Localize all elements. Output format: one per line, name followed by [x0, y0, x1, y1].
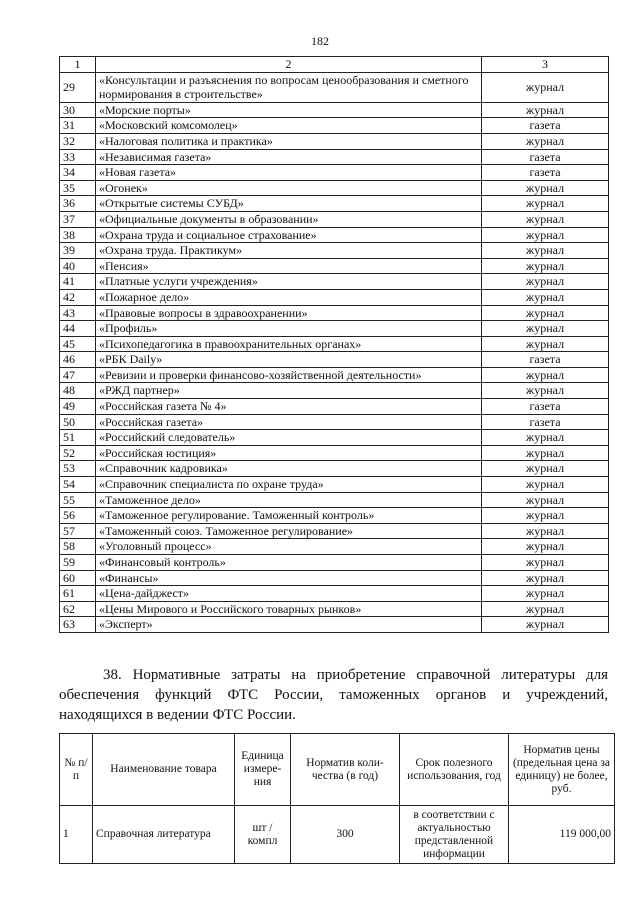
periodical-name-cell: «Финансовый контроль» [96, 555, 482, 571]
row-number-cell: 56 [60, 508, 96, 524]
table-row [60, 430, 609, 446]
publication-type-cell: журнал [482, 601, 609, 617]
row-number-cell: 34 [60, 165, 96, 181]
table-row [60, 383, 609, 399]
reference-header-row [60, 734, 615, 806]
periodical-name-cell: «Огонек» [96, 180, 482, 196]
publication-type-cell: журнал [482, 336, 609, 352]
unit-cell: шт / компл [235, 806, 291, 864]
row-number-cell: 33 [60, 149, 96, 165]
row-number-cell: 59 [60, 555, 96, 571]
table-row [60, 289, 609, 305]
table-row [60, 336, 609, 352]
publication-type-cell: журнал [482, 539, 609, 555]
periodical-name-cell: «Справочник специалиста по охране труда» [96, 477, 482, 493]
periodical-name-cell: «РБК Daily» [96, 352, 482, 368]
publication-type-cell: журнал [482, 523, 609, 539]
row-number-cell: 53 [60, 461, 96, 477]
periodical-name-cell: «Психопедагогика в правоохранительных органах» [96, 336, 482, 352]
periodical-name-cell: «Консультации и разъяснения по вопросам ценообразования и сметного нормирования в строительстве» [96, 72, 482, 102]
publication-type-cell: журнал [482, 508, 609, 524]
row-number-cell: 41 [60, 274, 96, 290]
periodical-name-cell: «Ревизии и проверки финансово-хозяйственной деятельности» [96, 367, 482, 383]
quantity-cell: 300 [291, 806, 400, 864]
table-row [60, 523, 609, 539]
periodical-name-cell: «Пенсия» [96, 258, 482, 274]
periodicals-table-body [60, 72, 609, 632]
publication-type-cell: журнал [482, 72, 609, 102]
table-row [60, 399, 609, 415]
periodical-name-cell: «Охрана труда. Практикум» [96, 243, 482, 259]
publication-type-cell: газета [482, 352, 609, 368]
row-number-cell: 48 [60, 383, 96, 399]
product-name-cell: Справочная литература [93, 806, 235, 864]
table-row [60, 477, 609, 493]
publication-type-cell: газета [482, 165, 609, 181]
publication-type-cell: журнал [482, 617, 609, 633]
periodical-name-cell: «Правовые вопросы в здравоохранении» [96, 305, 482, 321]
table-row [60, 461, 609, 477]
row-number-cell: 61 [60, 586, 96, 602]
publication-type-cell: газета [482, 149, 609, 165]
periodicals-header-row [60, 57, 609, 73]
column-header: Наименование товара [93, 734, 235, 806]
table-row [60, 492, 609, 508]
table-row [60, 539, 609, 555]
row-number-cell: 58 [60, 539, 96, 555]
page-number: 182 [311, 34, 329, 48]
publication-type-cell: газета [482, 414, 609, 430]
periodical-name-cell: «Таможенное дело» [96, 492, 482, 508]
periodical-name-cell: «Российский следователь» [96, 430, 482, 446]
row-number-cell: 51 [60, 430, 96, 446]
publication-type-cell: журнал [482, 274, 609, 290]
table-row [60, 196, 609, 212]
periodicals-table [59, 56, 609, 633]
table-row [60, 180, 609, 196]
periodical-name-cell: «Морские порты» [96, 102, 482, 118]
publication-type-cell: журнал [482, 243, 609, 259]
table-row [60, 305, 609, 321]
publication-type-cell: журнал [482, 555, 609, 571]
section-number: 38. [103, 667, 122, 683]
periodical-name-cell: «Пожарное дело» [96, 289, 482, 305]
row-number-cell: 63 [60, 617, 96, 633]
column-header: Норматив цены (предельная цена за единицу) не более, руб. [509, 734, 615, 806]
row-number-cell: 62 [60, 601, 96, 617]
publication-type-cell: журнал [482, 133, 609, 149]
periodical-name-cell: «Справочник кадровика» [96, 461, 482, 477]
row-number-cell: 43 [60, 305, 96, 321]
periodical-name-cell: «Российская юстиция» [96, 445, 482, 461]
publication-type-cell: журнал [482, 383, 609, 399]
publication-type-cell: журнал [482, 477, 609, 493]
periodical-name-cell: «Официальные документы в образовании» [96, 211, 482, 227]
useful-life-cell: в соответствии с актуальностью представленной информации [400, 806, 509, 864]
publication-type-cell: журнал [482, 445, 609, 461]
publication-type-cell: журнал [482, 289, 609, 305]
column-header: № п/п [60, 734, 93, 806]
table-row [60, 133, 609, 149]
row-number-cell: 49 [60, 399, 96, 415]
row-number-cell: 29 [60, 72, 96, 102]
column-header: 2 [96, 57, 482, 73]
column-header: 3 [482, 57, 609, 73]
row-number-cell: 39 [60, 243, 96, 259]
publication-type-cell: журнал [482, 196, 609, 212]
row-number-cell: 38 [60, 227, 96, 243]
row-number-cell: 36 [60, 196, 96, 212]
table-row [60, 508, 609, 524]
publication-type-cell: газета [482, 399, 609, 415]
row-number-cell: 30 [60, 102, 96, 118]
row-number-cell: 50 [60, 414, 96, 430]
table-row [60, 258, 609, 274]
table-row [60, 72, 609, 102]
column-header: Срок полезного использования, год [400, 734, 509, 806]
publication-type-cell: журнал [482, 570, 609, 586]
section-text: Нормативные затраты на приобретение справочной литературы для обеспечения функций ФТС России, таможенных органов и учреждений, находящихся в ведении ФТС России. [59, 667, 608, 723]
row-number-cell: 47 [60, 367, 96, 383]
publication-type-cell: журнал [482, 102, 609, 118]
row-number-cell: 55 [60, 492, 96, 508]
table-row [60, 243, 609, 259]
row-number-cell: 1 [60, 806, 93, 864]
table-row [60, 211, 609, 227]
publication-type-cell: журнал [482, 227, 609, 243]
table-row [60, 414, 609, 430]
periodical-name-cell: «Таможенный союз. Таможенное регулирование» [96, 523, 482, 539]
periodical-name-cell: «Российская газета № 4» [96, 399, 482, 415]
table-row [60, 321, 609, 337]
publication-type-cell: журнал [482, 492, 609, 508]
column-header: Единица измерения [235, 734, 291, 806]
table-row [60, 274, 609, 290]
table-row [60, 227, 609, 243]
table-row [60, 149, 609, 165]
periodical-name-cell: «Открытые системы СУБД» [96, 196, 482, 212]
row-number-cell: 57 [60, 523, 96, 539]
table-row [60, 601, 609, 617]
periodical-name-cell: «Московский комсомолец» [96, 118, 482, 134]
periodical-name-cell: «Уголовный процесс» [96, 539, 482, 555]
publication-type-cell: журнал [482, 305, 609, 321]
table-row [60, 367, 609, 383]
publication-type-cell: журнал [482, 367, 609, 383]
row-number-cell: 35 [60, 180, 96, 196]
publication-type-cell: журнал [482, 180, 609, 196]
periodical-name-cell: «Налоговая политика и практика» [96, 133, 482, 149]
row-number-cell: 52 [60, 445, 96, 461]
periodical-name-cell: «Охрана труда и социальное страхование» [96, 227, 482, 243]
table-row [60, 165, 609, 181]
price-cell: 119 000,00 [509, 806, 615, 864]
table-row [60, 555, 609, 571]
row-number-cell: 46 [60, 352, 96, 368]
row-number-cell: 40 [60, 258, 96, 274]
table-row [60, 118, 609, 134]
periodical-name-cell: «Российская газета» [96, 414, 482, 430]
periodical-name-cell: «Финансы» [96, 570, 482, 586]
publication-type-cell: журнал [482, 321, 609, 337]
publication-type-cell: журнал [482, 586, 609, 602]
table-row [60, 352, 609, 368]
periodical-name-cell: «Эксперт» [96, 617, 482, 633]
table-row [60, 570, 609, 586]
row-number-cell: 54 [60, 477, 96, 493]
row-number-cell: 45 [60, 336, 96, 352]
row-number-cell: 42 [60, 289, 96, 305]
periodical-name-cell: «Цена-дайджест» [96, 586, 482, 602]
table-row [60, 586, 609, 602]
column-header: 1 [60, 57, 96, 73]
table-row [60, 617, 609, 633]
table-row [60, 445, 609, 461]
periodical-name-cell: «Платные услуги учреждения» [96, 274, 482, 290]
periodical-name-cell: «Профиль» [96, 321, 482, 337]
reference-literature-table [59, 733, 615, 864]
section-38-paragraph [59, 665, 608, 725]
periodical-name-cell: «РЖД партнер» [96, 383, 482, 399]
publication-type-cell: журнал [482, 430, 609, 446]
table-row [60, 806, 615, 864]
publication-type-cell: газета [482, 118, 609, 134]
row-number-cell: 32 [60, 133, 96, 149]
periodical-name-cell: «Независимая газета» [96, 149, 482, 165]
periodical-name-cell: «Таможенное регулирование. Таможенный контроль» [96, 508, 482, 524]
row-number-cell: 44 [60, 321, 96, 337]
publication-type-cell: журнал [482, 211, 609, 227]
table-row [60, 102, 609, 118]
row-number-cell: 31 [60, 118, 96, 134]
periodical-name-cell: «Цены Мирового и Российского товарных рынков» [96, 601, 482, 617]
periodical-name-cell: «Новая газета» [96, 165, 482, 181]
publication-type-cell: журнал [482, 461, 609, 477]
column-header: Норматив количества (в год) [291, 734, 400, 806]
publication-type-cell: журнал [482, 258, 609, 274]
row-number-cell: 60 [60, 570, 96, 586]
row-number-cell: 37 [60, 211, 96, 227]
